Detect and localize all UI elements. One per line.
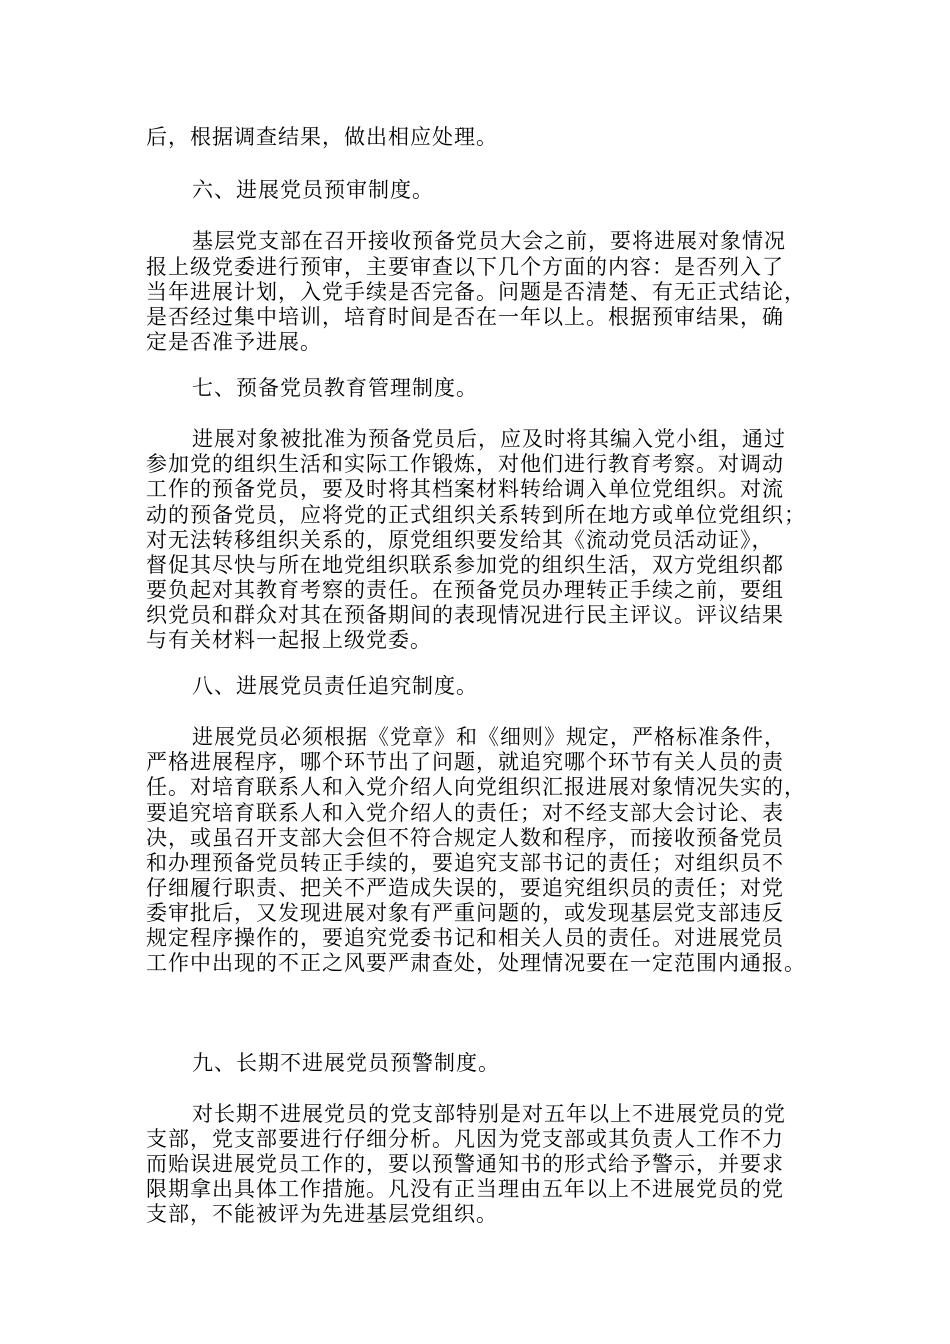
paragraph-line: 仔细履行职责、把关不严造成失误的，要追究组织员的责任；对党 [146, 876, 784, 900]
section-heading-9: 九、长期不进展党员预警制度。 [192, 1051, 500, 1075]
paragraph-line: 进展党员必须根据《党章》和《细则》规定，严格标准条件， [192, 725, 786, 749]
paragraph-line: 支部，不能被评为先进基层党组织。 [146, 1202, 498, 1226]
section-heading-8: 八、进展党员责任追究制度。 [192, 674, 478, 698]
paragraph-line: 进展对象被批准为预备党员后，应及时将其编入党小组，通过 [192, 427, 786, 451]
paragraph-line: 规定程序操作的，要追究党委书记和相关人员的责任。对进展党员 [146, 926, 784, 950]
paragraph-line: 决，或虽召开支部大会但不符合规定人数和程序，而接收预备党员 [146, 826, 784, 850]
paragraph-line: 而贻误进展党员工作的，要以预警通知书的形式给予警示，并要求 [146, 1152, 784, 1176]
paragraph-line: 织党员和群众对其在预备期间的表现情况进行民主评议。评议结果 [146, 603, 784, 627]
paragraph-line: 严格进展程序，哪个环节出了问题，就追究哪个环节有关人员的责 [146, 750, 784, 774]
paragraph-line: 当年进展计划，入党手续是否完备。问题是否清楚、有无正式结论， [146, 280, 806, 304]
paragraph-line: 工作的预备党员，要及时将其档案材料转给调入单位党组织。对流 [146, 477, 784, 501]
paragraph-line: 动的预备党员，应将党的正式组织关系转到所在地方或单位党组织； [146, 503, 806, 527]
paragraph-line: 与有关材料一起报上级党委。 [146, 628, 432, 652]
paragraph-line: 工作中出现的不正之风要严肃查处，处理情况要在一定范围内通报。 [146, 951, 806, 975]
paragraph-line: 对无法转移组织关系的，原党组织要发给其《流动党员活动证》， [146, 528, 774, 552]
paragraph-line: 定是否准予进展。 [146, 330, 322, 354]
paragraph-line: 限期拿出具体工作措施。凡没有正当理由五年以上不进展党员的党 [146, 1177, 784, 1201]
paragraph-line: 是否经过集中培训，培育时间是否在一年以上。根据预审结果，确 [146, 305, 784, 329]
paragraph-line: 督促其尽快与所在地党组织联系参加党的组织生活，双方党组织都 [146, 553, 784, 577]
paragraph-line: 参加党的组织生活和实际工作锻炼，对他们进行教育考察。对调动 [146, 452, 784, 476]
section-heading-6: 六、进展党员预审制度。 [192, 178, 434, 202]
paragraph-line: 对长期不进展党员的党支部特别是对五年以上不进展党员的党 [192, 1102, 786, 1126]
paragraph-line: 后，根据调查结果，做出相应处理。 [146, 125, 498, 149]
paragraph-line: 报上级党委进行预审，主要审查以下几个方面的内容：是否列入了 [146, 255, 784, 279]
paragraph-line: 要负起对其教育考察的责任。在预备党员办理转正手续之前，要组 [146, 578, 784, 602]
paragraph-line: 支部，党支部要进行仔细分析。凡因为党支部或其负责人工作不力 [146, 1127, 784, 1151]
paragraph-line: 和办理预备党员转正手续的，要追究支部书记的责任；对组织员不 [146, 851, 784, 875]
paragraph-line: 委审批后，又发现进展对象有严重问题的，或发现基层党支部违反 [146, 901, 784, 925]
paragraph-line: 要追究培育联系人和入党介绍人的责任；对不经支部大会讨论、表 [146, 801, 784, 825]
paragraph-line: 任。对培育联系人和入党介绍人向党组织汇报进展对象情况失实的， [146, 775, 806, 799]
section-heading-7: 七、预备党员教育管理制度。 [192, 376, 478, 400]
paragraph-line: 基层党支部在召开接收预备党员大会之前，要将进展对象情况 [192, 229, 786, 253]
